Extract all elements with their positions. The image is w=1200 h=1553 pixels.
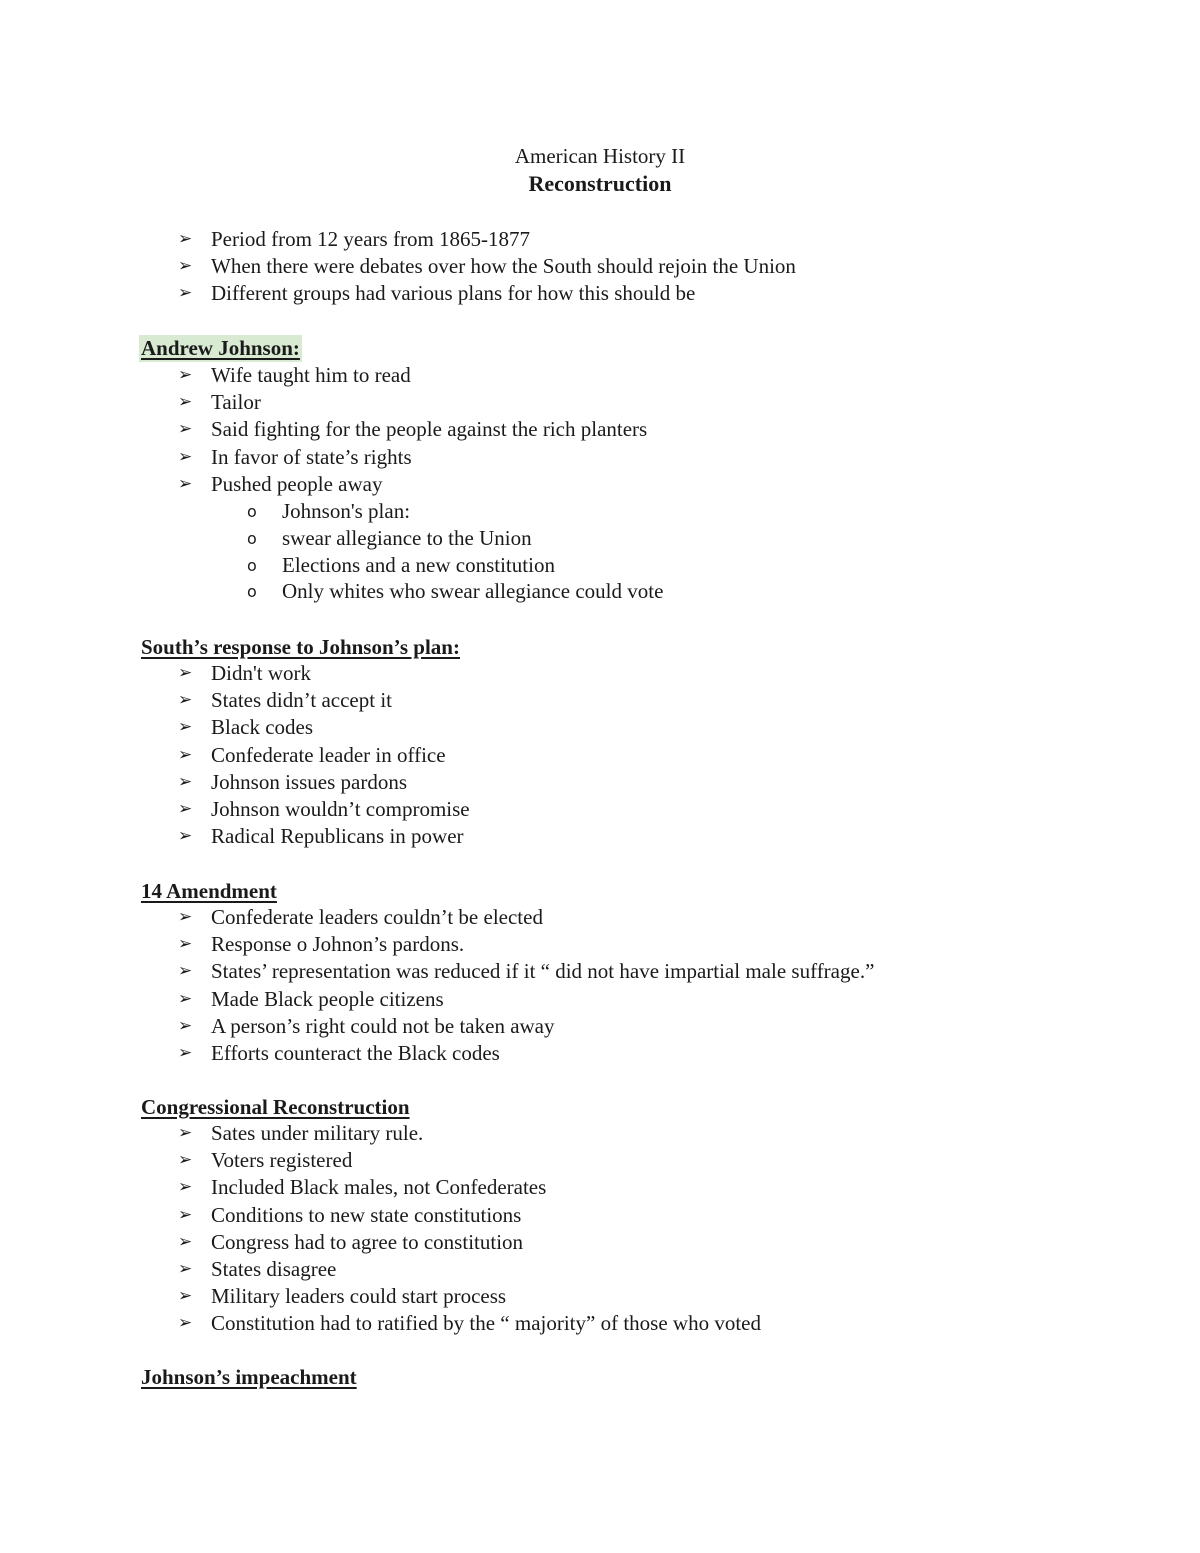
list-item-text: Different groups had various plans for how this should be bbox=[211, 281, 696, 306]
list-item bbox=[0, 253, 1200, 280]
list-item bbox=[0, 742, 1200, 769]
arrowhead-bullet-icon: ➢ bbox=[178, 717, 193, 738]
list-item bbox=[0, 362, 1200, 389]
list-item-text: States disagree bbox=[211, 1256, 337, 1281]
arrowhead-bullet-icon: ➢ bbox=[178, 1015, 193, 1036]
section-heading: Congressional Reconstruction bbox=[141, 1095, 410, 1119]
list-item bbox=[0, 1174, 1200, 1201]
list-item-text: Military leaders could start process bbox=[211, 1284, 507, 1309]
list-item-text: Voters registered bbox=[211, 1148, 353, 1173]
list-item bbox=[0, 904, 1200, 931]
list-item-text: A person’s right could not be taken away bbox=[211, 1013, 555, 1038]
arrowhead-bullet-icon: ➢ bbox=[178, 1042, 193, 1063]
list-item-text: In favor of state’s rights bbox=[211, 444, 412, 469]
list-item-text: Pushed people away bbox=[211, 471, 383, 496]
list-item-text: Johnson wouldn’t compromise bbox=[211, 796, 470, 821]
document-title: Reconstruction bbox=[528, 171, 672, 196]
list-item-text: Constitution had to ratified by the “ majority” of those who voted bbox=[211, 1311, 761, 1336]
list-item-text: Conditions to new state constitutions bbox=[211, 1202, 522, 1227]
arrowhead-bullet-icon: ➢ bbox=[178, 1123, 193, 1143]
list-item bbox=[0, 823, 1200, 850]
arrowhead-bullet-icon: ➢ bbox=[178, 365, 193, 385]
list-item bbox=[0, 1229, 1200, 1256]
list-item bbox=[0, 1013, 1200, 1040]
list-item-text: Johnson issues pardons bbox=[211, 769, 408, 794]
list-item bbox=[0, 958, 1200, 985]
arrowhead-bullet-icon: ➢ bbox=[178, 907, 193, 927]
list-item bbox=[0, 986, 1200, 1013]
south-response-list bbox=[0, 660, 1200, 850]
hollow-circle-bullet-icon: o bbox=[247, 502, 257, 521]
list-item-text: Wife taught him to read bbox=[211, 363, 411, 387]
list-item bbox=[0, 416, 1200, 443]
list-item-text: Included Black males, not Confederates bbox=[211, 1175, 547, 1200]
list-item bbox=[0, 769, 1200, 796]
arrowhead-bullet-icon: ➢ bbox=[178, 771, 193, 792]
list-item bbox=[0, 1310, 1200, 1337]
list-item bbox=[0, 1256, 1200, 1283]
list-item-text: States’ representation was reduced if it “ did not have impartial male suffrage.” bbox=[211, 959, 875, 984]
andrew-johnson-list bbox=[0, 362, 1200, 498]
list-item bbox=[0, 471, 1200, 498]
sub-list-item bbox=[0, 552, 1200, 579]
list-item-text: Black codes bbox=[211, 715, 314, 740]
arrowhead-bullet-icon: ➢ bbox=[178, 690, 193, 711]
list-item bbox=[0, 1120, 1200, 1147]
arrowhead-bullet-icon: ➢ bbox=[178, 1150, 193, 1171]
intro-list bbox=[0, 226, 1200, 308]
arrowhead-bullet-icon: ➢ bbox=[178, 1231, 193, 1252]
list-item-text: Said fighting for the people against the rich planters bbox=[211, 417, 648, 442]
list-item-text: Didn't work bbox=[211, 661, 312, 685]
list-item-text: Congress had to agree to constitution bbox=[211, 1229, 524, 1254]
list-item bbox=[0, 714, 1200, 741]
list-item-text: Only whites who swear allegiance could vote bbox=[282, 579, 664, 604]
arrowhead-bullet-icon: ➢ bbox=[178, 1258, 193, 1279]
list-item-text: Confederate leaders couldn’t be elected bbox=[211, 905, 543, 929]
arrowhead-bullet-icon: ➢ bbox=[178, 744, 193, 765]
congressional-list bbox=[0, 1120, 1200, 1338]
arrowhead-bullet-icon: ➢ bbox=[178, 473, 193, 494]
list-item-text: Johnson's plan: bbox=[282, 499, 411, 523]
arrowhead-bullet-icon: ➢ bbox=[178, 392, 193, 413]
johnson-plan-sublist bbox=[0, 498, 1200, 605]
arrowhead-bullet-icon: ➢ bbox=[178, 256, 193, 277]
list-item bbox=[0, 931, 1200, 958]
list-item bbox=[0, 280, 1200, 307]
arrowhead-bullet-icon: ➢ bbox=[178, 826, 193, 847]
list-item-text: Made Black people citizens bbox=[211, 986, 444, 1011]
list-item-text: Sates under military rule. bbox=[211, 1121, 424, 1145]
list-item-text: swear allegiance to the Union bbox=[282, 525, 532, 550]
title-block bbox=[0, 142, 1200, 198]
list-item-text: Elections and a new constitution bbox=[282, 552, 555, 577]
arrowhead-bullet-icon: ➢ bbox=[178, 663, 193, 683]
sub-list-item bbox=[0, 525, 1200, 552]
arrowhead-bullet-icon: ➢ bbox=[178, 1204, 193, 1225]
list-item bbox=[0, 1283, 1200, 1310]
arrowhead-bullet-icon: ➢ bbox=[178, 1286, 193, 1307]
arrowhead-bullet-icon: ➢ bbox=[178, 934, 193, 955]
section-heading: South’s response to Johnson’s plan: bbox=[141, 635, 460, 659]
section-heading: Johnson’s impeachment bbox=[141, 1365, 357, 1389]
hollow-circle-bullet-icon: o bbox=[247, 555, 257, 575]
list-item-text: Tailor bbox=[211, 390, 261, 415]
list-item-text: Period from 12 years from 1865-1877 bbox=[211, 227, 531, 251]
arrowhead-bullet-icon: ➢ bbox=[178, 419, 193, 440]
section-heading: 14 Amendment bbox=[141, 879, 277, 903]
arrowhead-bullet-icon: ➢ bbox=[178, 283, 193, 304]
list-item bbox=[0, 1147, 1200, 1174]
list-item bbox=[0, 444, 1200, 471]
arrowhead-bullet-icon: ➢ bbox=[178, 988, 193, 1009]
hollow-circle-bullet-icon: o bbox=[247, 528, 257, 548]
sub-list-item bbox=[0, 498, 1200, 525]
arrowhead-bullet-icon: ➢ bbox=[178, 229, 193, 249]
list-item-text: Radical Republicans in power bbox=[211, 824, 464, 849]
list-item bbox=[0, 687, 1200, 714]
arrowhead-bullet-icon: ➢ bbox=[178, 798, 193, 819]
arrowhead-bullet-icon: ➢ bbox=[178, 1313, 193, 1334]
course-name: American History II bbox=[514, 144, 686, 168]
list-item-text: Response o Johnon’s pardons. bbox=[211, 932, 465, 957]
list-item-text: Efforts counteract the Black codes bbox=[211, 1040, 500, 1065]
list-item bbox=[0, 1202, 1200, 1229]
amendment-14-list bbox=[0, 904, 1200, 1067]
list-item-text: Confederate leader in office bbox=[211, 742, 446, 767]
arrowhead-bullet-icon: ➢ bbox=[178, 1177, 193, 1198]
list-item-text: When there were debates over how the South should rejoin the Union bbox=[211, 254, 796, 279]
list-item-text: States didn’t accept it bbox=[211, 688, 392, 713]
sub-list-item bbox=[0, 578, 1200, 605]
list-item bbox=[0, 226, 1200, 253]
hollow-circle-bullet-icon: o bbox=[247, 582, 257, 602]
list-item bbox=[0, 1040, 1200, 1067]
arrowhead-bullet-icon: ➢ bbox=[178, 446, 193, 467]
list-item bbox=[0, 660, 1200, 687]
list-item bbox=[0, 796, 1200, 823]
section-heading: Andrew Johnson: bbox=[141, 336, 300, 360]
arrowhead-bullet-icon: ➢ bbox=[178, 961, 193, 982]
list-item bbox=[0, 389, 1200, 416]
